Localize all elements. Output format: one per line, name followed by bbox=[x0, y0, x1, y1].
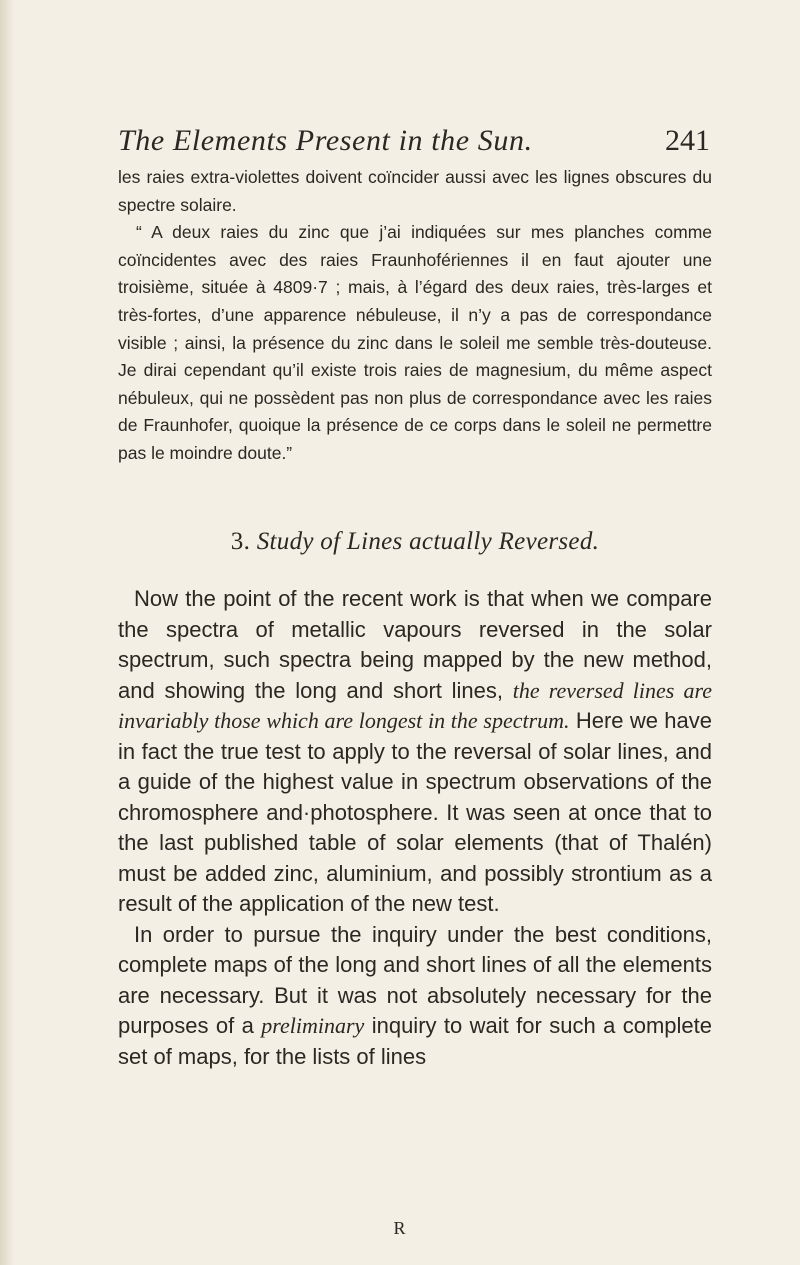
body-paragraph bbox=[118, 584, 712, 920]
section-title: Study of Lines actually Reversed. bbox=[256, 528, 600, 555]
body-text bbox=[118, 584, 712, 1072]
body-text-run: Here we have in fact the true test to apply to the reversal of solar lines, and a guide of the highest value in spectrum observations of the chromosphere and·photosphere. It was seen at once that to the last published table of solar elements (that of Thalén) must be added zinc, aluminium, and possibly strontium as a result of the application of the new test. bbox=[118, 708, 712, 916]
body-text-run: inquiry to wait for such a complete set of maps, for the lists of lines bbox=[118, 1013, 712, 1069]
signature-mark: R bbox=[393, 1218, 407, 1238]
body-text-run: In order to pursue the inquiry under the best conditions, complete maps of the long and short lines of all the elements are necessary. But it was not absolutely necessary for the purposes of a bbox=[118, 921, 712, 1038]
running-title: The Elements Present in the Sun. bbox=[118, 124, 533, 157]
body-text-run: Now the point of the recent work is that when we compare the spectra of metallic vapours reversed in the solar spectrum, such spectra being mapped by the new method, and showing the long and short lines, bbox=[118, 586, 712, 703]
quote-paragraph: “ A deux raies du zinc que j’ai indiquées sur mes planches comme coïncidentes avec des raies Fraunhofériennes il en faut ajouter une troisième, située à 4809·7 ; mais, à l’égard des deux raies, très-larges et très-fortes, d’une apparence nébuleuse, il n’y a pas de correspondance visible ; ainsi, la présence du zinc dans le soleil me semble très-douteuse. Je dirai cependant qu’il existe trois raies de magnesium, du même aspect nébuleux, qui ne possèdent pas non plus de correspondance avec les raies de Fraunhofer, quoique la présence de ce corps dans le soleil ne permettre pas le moindre doute.” bbox=[118, 222, 712, 463]
quote-paragraph: les raies extra-violettes doivent coïncider aussi avec les lignes obscures du spectre solaire. bbox=[118, 167, 712, 215]
body-emphasis: preliminary bbox=[261, 1013, 365, 1038]
body-paragraph bbox=[118, 920, 712, 1073]
section-heading bbox=[118, 528, 712, 556]
french-quote bbox=[118, 164, 712, 468]
body-emphasis: the reversed lines are invariably those which are longest in the spectrum. bbox=[118, 677, 712, 733]
running-head bbox=[118, 124, 710, 164]
page-number: 241 bbox=[665, 124, 710, 157]
page-gutter-shadow bbox=[0, 0, 14, 1265]
section-number: 3. bbox=[230, 528, 251, 555]
